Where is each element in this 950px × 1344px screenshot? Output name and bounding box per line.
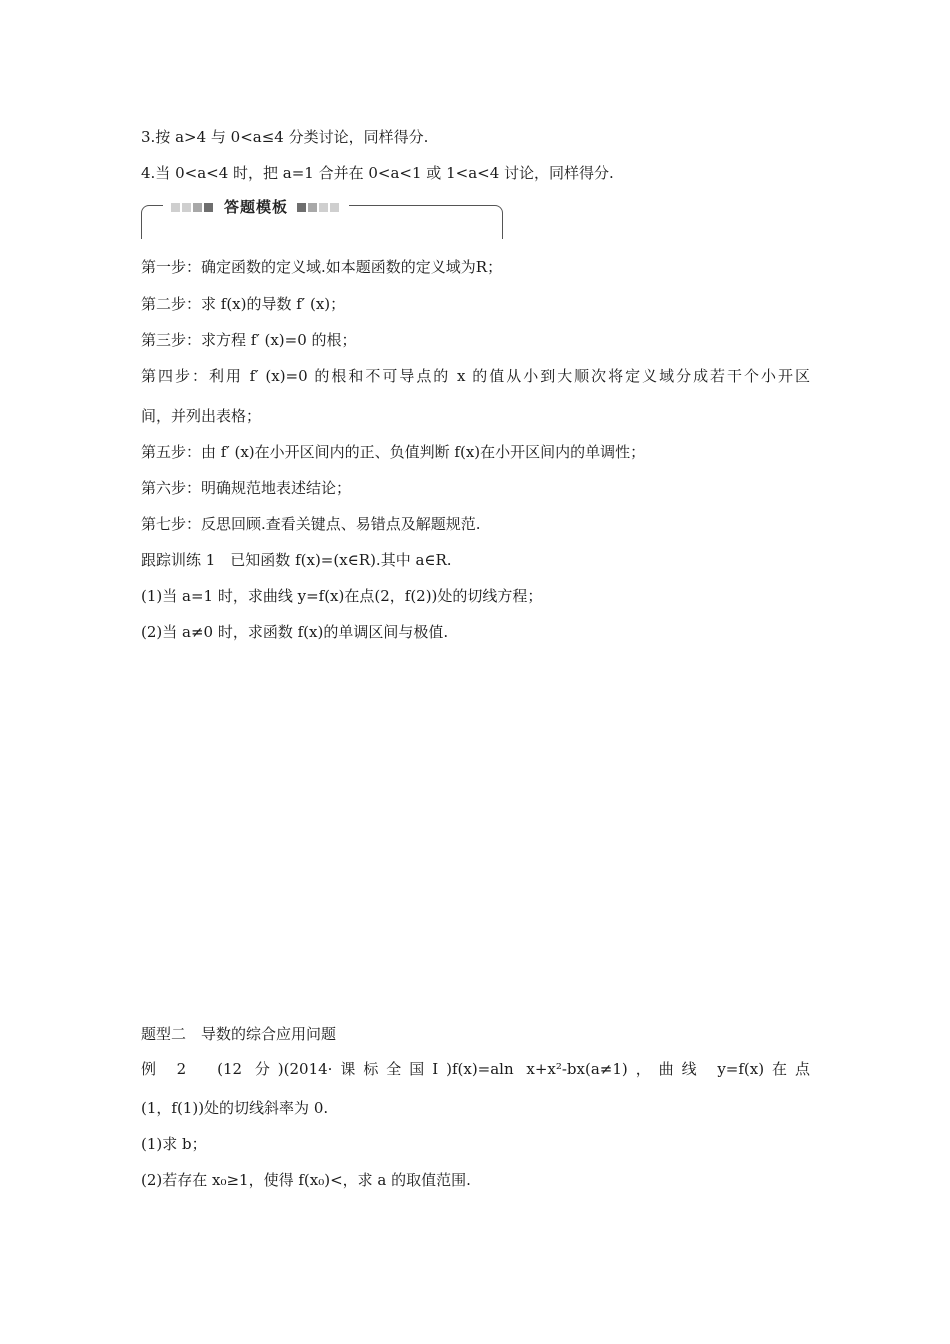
section-2-heading: 题型二 导数的综合应用问题 [141, 1025, 337, 1043]
example-2-q1: (1)求 b； [141, 1135, 207, 1153]
note-3: 3.按 a>4 与 0<a≤4 分类讨论，同样得分. [141, 128, 429, 146]
left-squares-icon [171, 197, 215, 216]
step-3: 第三步：求方程 f′ (x)=0 的根； [141, 331, 357, 349]
example-2-line1: 例 2 (12 分)(2014·课标全国Ⅰ)f(x)=aln x+x²-bx(a≠1)，曲线 y=f(x)在点 [141, 1060, 810, 1078]
step-7: 第七步：反思回顾.查看关键点、易错点及解题规范. [141, 515, 481, 533]
example-2-q2: (2)若存在 x₀≥1，使得 f(x₀)<，求 a 的取值范围. [141, 1171, 471, 1189]
example-2-line2: (1，f(1))处的切线斜率为 0. [141, 1099, 329, 1117]
step-5: 第五步：由 f′ (x)在小开区间内的正、负值判断 f(x)在小开区间内的单调性； [141, 443, 646, 461]
step-1: 第一步：确定函数的定义域.如本题函数的定义域为R； [141, 258, 503, 276]
step-4-cont: 间，并列出表格； [141, 407, 262, 425]
template-header [163, 194, 349, 218]
step-4: 第四步：利用 f′ (x)=0 的根和不可导点的 x 的值从小到大顺次将定义域分成若干个小开区 [141, 367, 810, 385]
note-4: 4.当 0<a<4 时，把 a=1 合并在 0<a<1 或 1<a<4 讨论，同样得分. [141, 164, 614, 182]
step-2: 第二步：求 f(x)的导数 f′ (x)； [141, 295, 346, 313]
right-squares-icon [297, 197, 341, 216]
exercise-1-q2: (2)当 a≠0 时，求函数 f(x)的单调区间与极值. [141, 623, 449, 641]
exercise-1-title: 跟踪训练 1 已知函数 f(x)=(x∈R).其中 a∈R. [141, 551, 452, 569]
step-6: 第六步：明确规范地表述结论； [141, 479, 352, 497]
exercise-1-q1: (1)当 a=1 时，求曲线 y=f(x)在点(2，f(2))处的切线方程； [141, 587, 543, 605]
template-title: 答题模板 [224, 197, 289, 216]
